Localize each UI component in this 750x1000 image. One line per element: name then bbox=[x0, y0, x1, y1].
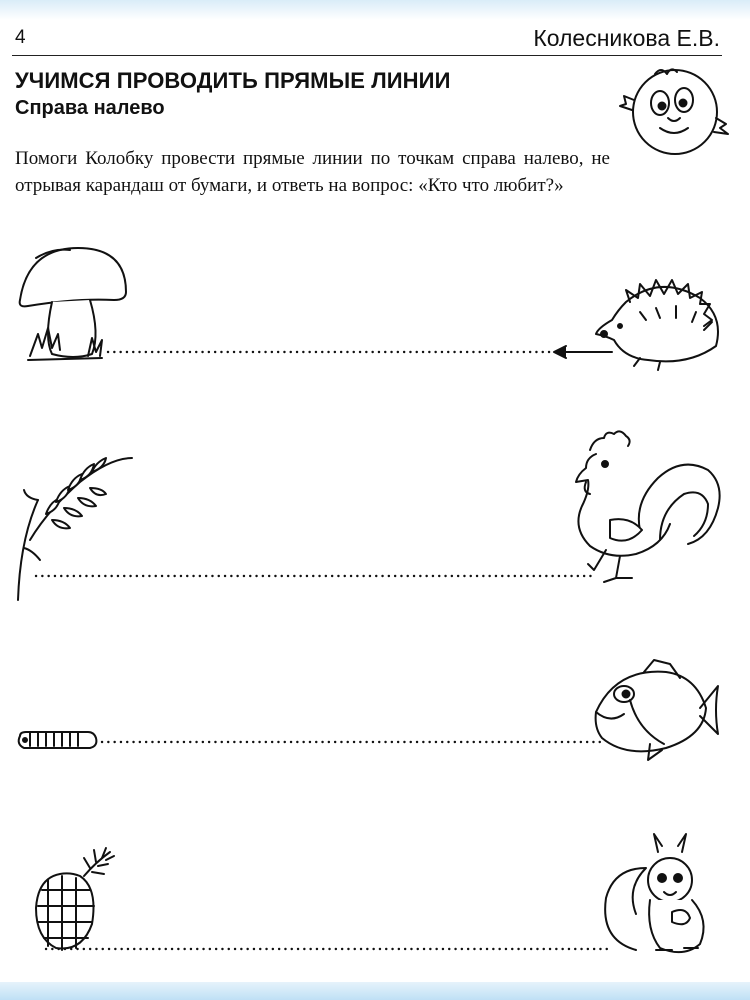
kolobok-icon bbox=[620, 69, 728, 154]
page-number: 4 bbox=[15, 27, 26, 48]
rooster-icon bbox=[576, 431, 720, 582]
worm-icon bbox=[19, 732, 97, 748]
bottom-color-band bbox=[0, 982, 750, 1000]
fish-icon bbox=[596, 660, 718, 760]
instruction-text: Помоги Колобку провести прямые линии по точкам справа налево, не отрывая карандаш от бумаги, и ответь на вопрос: «Кто что любит?» bbox=[15, 148, 610, 196]
mushroom-icon bbox=[20, 248, 126, 360]
page-subtitle: Справа налево bbox=[15, 97, 165, 119]
direction-arrow-icon bbox=[554, 346, 612, 358]
wheat-ear-icon bbox=[18, 458, 132, 600]
guide-lines bbox=[36, 352, 612, 949]
pine-cone-icon bbox=[36, 848, 114, 950]
author-name: Колесникова Е.В. bbox=[533, 25, 720, 51]
page-title: УЧИМСЯ ПРОВОДИТЬ ПРЯМЫЕ ЛИНИИ bbox=[15, 68, 451, 93]
squirrel-icon bbox=[605, 834, 703, 952]
hedgehog-icon bbox=[596, 280, 718, 370]
